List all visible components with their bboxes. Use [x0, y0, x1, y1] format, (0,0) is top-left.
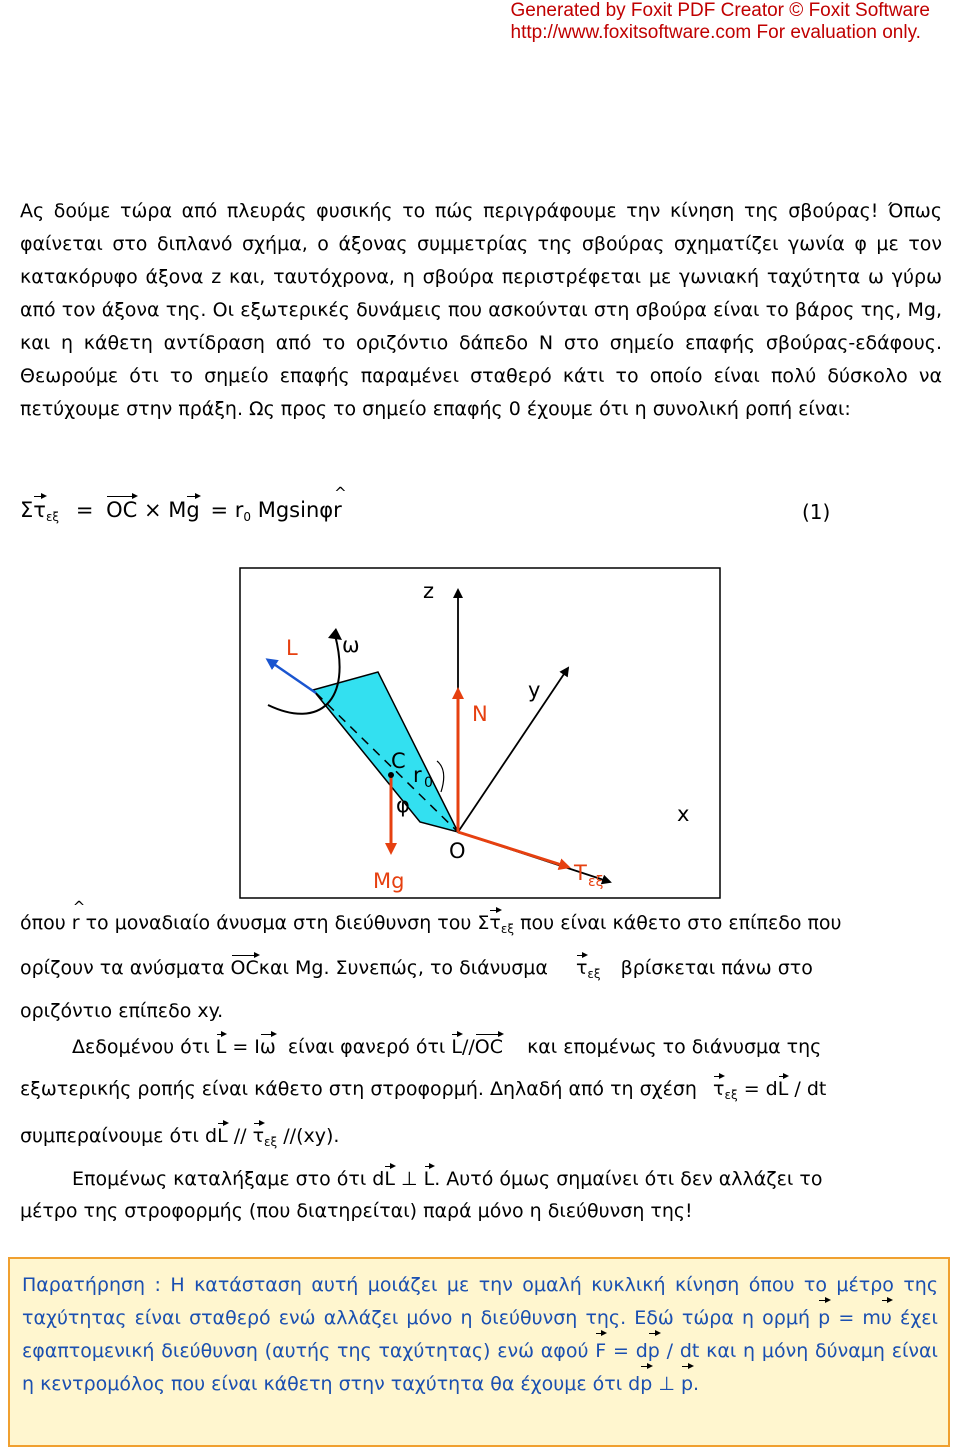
note-text: [22, 1269, 938, 1401]
label-N: N: [472, 702, 488, 726]
intro-paragraph: Ας δούμε τώρα από πλευράς φυσικής το πώς περιγράφουμε την κίνηση της σβούρας! Όπως φαίνεται στο διπλανό σχήμα, ο άξονας συμμετρίας της σβούρας σχηματίζει γωνία φ με τον κατακόρυφο άξονα z και, ταυτόχρονα, η σβούρα περιστρέφεται με γωνιακή ταχύτητα ω γύρω από τον άξονα της. Οι εξωτερικές δυνάμεις που ασκούνται στη σβούρα είναι το βάρος της, Mg, και η κάθετη αντίδραση από το οριζόντιο δάπεδο Ν στο σημείο επαφής σβούρας-εδάφους. Θεωρούμε ότι το σημείο επαφής παραμένει σταθερό κάτι το οποίο είναι πολύ δύσκολο να πετύχουμε στην πράξη. Ως προς το σημείο επαφής 0 έχουμε ότι η συνολική ροπή είναι:: [20, 200, 942, 420]
p2-text-b: το μοναδιαίο άνυσμα στη διεύθυνση του: [85, 912, 472, 934]
p3-line2: [20, 1078, 826, 1102]
angular-momentum-arrow: [268, 660, 316, 693]
p2-line1: [20, 912, 940, 936]
p3-par: //: [461, 1036, 475, 1058]
eq-equals: =: [75, 498, 94, 522]
p3-text-e: = d: [743, 1078, 778, 1100]
label-L: L: [286, 636, 298, 660]
equation-number: (1): [802, 500, 831, 524]
p2-mg: Mg: [294, 957, 324, 979]
eq-sigma: Σ: [20, 498, 34, 522]
eq-oc: OC: [106, 498, 138, 522]
label-omega: ω: [342, 633, 360, 657]
note-perp: ⊥: [658, 1373, 675, 1395]
spinning-top-diagram: [0, 560, 960, 900]
p3-text-f: / dt: [794, 1078, 827, 1100]
label-Mg: Mg: [373, 869, 405, 893]
note-text-b: έχει εφαπτομενική διεύθυνση (αυτής της ταχύτητας) ενώ αφού: [22, 1307, 938, 1362]
torque-arrow: [458, 832, 568, 867]
p4-perp: ⊥: [401, 1168, 418, 1190]
note-p: p: [818, 1302, 830, 1335]
eq-equals-2: =: [210, 498, 229, 522]
p2-tau2: τ: [575, 957, 588, 979]
p3-text-d: εξωτερικής ροπής είναι κάθετο στη στροφορμή. Δηλαδή από τη σχέση: [20, 1078, 697, 1100]
note-eq: = m: [838, 1307, 881, 1329]
p3-tau2: τ: [252, 1125, 265, 1147]
note-text-a: Παρατήρηση : Η κατάσταση αυτή μοιάζει με την ομαλή κυκλική κίνηση όπου το μέτρο της ταχύτητας είναι σταθερό ενώ αλλάζει μόνο η διεύθυνση της. Εδώ τώρα η ορμή: [22, 1274, 938, 1329]
label-r0: r: [413, 763, 422, 787]
p3-sub2: εξ: [264, 1135, 278, 1149]
watermark-line2: http://www.foxitsoftware.com For evaluation only.: [510, 22, 921, 43]
p3-text-b: είναι φανερό ότι: [287, 1036, 446, 1058]
p2-sub2: εξ: [587, 967, 601, 981]
phi-angle-arc: [437, 761, 444, 792]
p3-line3: [20, 1125, 339, 1149]
label-phi: φ: [396, 793, 410, 817]
watermark-line1: Generated by Foxit PDF Creator © Foxit Software: [510, 0, 930, 21]
rotation-arc: [268, 635, 340, 714]
p4-line2: μέτρο της στροφορμής (που διατηρείται) παρά μόνο η διεύθυνση της!: [20, 1200, 693, 1222]
p2-tau: τ: [489, 912, 501, 934]
p2-line2: [20, 957, 940, 981]
p4-line1: [72, 1168, 944, 1190]
p2-text-g: βρίσκεται πάνω στο: [620, 957, 813, 979]
rotation-arc-head: [328, 628, 342, 640]
note-p2: p: [648, 1335, 660, 1368]
eq-tau: τ: [33, 498, 46, 522]
p3-eq: = I: [232, 1036, 260, 1058]
p2-sigma: Σ: [477, 912, 490, 934]
p3-sub: εξ: [724, 1088, 738, 1102]
label-z: z: [423, 579, 435, 603]
p2-text-c: που είναι κάθετο στο επίπεδο που: [520, 912, 842, 934]
note-F: F: [595, 1335, 606, 1368]
eq-sub: εξ: [45, 510, 60, 524]
p3-L2: L: [451, 1036, 462, 1058]
eq-tail: Mgsinφ: [257, 498, 334, 522]
p2-line3: οριζόντιο επίπεδο xy.: [20, 1000, 224, 1022]
eq-m: M: [168, 498, 187, 522]
p2-sub: εξ: [500, 922, 515, 936]
p4-text-b: . Αυτό όμως σημαίνει ότι δεν αλλάζει το: [434, 1168, 823, 1190]
label-O: O: [449, 839, 466, 863]
label-x: x: [677, 802, 690, 826]
label-C: C: [391, 749, 406, 773]
watermark: [511, 0, 930, 44]
diagram-frame: [240, 568, 720, 898]
p4-L: L: [384, 1168, 395, 1190]
p3-oc: OC: [474, 1036, 504, 1058]
p3-line1: [72, 1036, 821, 1058]
p2-text-d: ορίζουν τα ανύσματα: [20, 957, 225, 979]
label-T-sub: εξ: [588, 874, 604, 890]
eq-r-sub: 0: [243, 510, 252, 524]
p3-text-a: Δεδομένου ότι: [72, 1036, 210, 1058]
note-p3: p: [640, 1368, 652, 1401]
label-T: T: [574, 861, 587, 885]
p3-text-h: //: [233, 1125, 247, 1147]
p3-text-i: //(xy).: [283, 1125, 340, 1147]
eq-rhat: ^ r: [333, 498, 342, 522]
p2-text-e: και: [258, 957, 289, 979]
p4-text-a: Επομένως καταλήξαμε στο ότι d: [72, 1168, 385, 1190]
note-p4: p: [681, 1368, 693, 1401]
p3-tau: τ: [713, 1078, 725, 1100]
label-y: y: [528, 678, 541, 702]
eq-r: r: [234, 498, 244, 522]
p2-text-a: όπου: [20, 912, 66, 934]
label-r0-sub: 0: [424, 775, 433, 791]
note-end: .: [693, 1373, 700, 1395]
note-text-c: / dt και η μόνη δύναμη είναι η κεντρομόλος που είναι κάθετη στην ταχύτητα θα έχουμε ότι d: [22, 1340, 938, 1395]
p4-L2: L: [423, 1168, 435, 1190]
equation-1: [20, 498, 342, 524]
p2-rhat: ^ r: [72, 912, 80, 934]
p3-omega: ω: [259, 1036, 276, 1058]
top-body: [313, 672, 458, 832]
note-eq2: = d: [612, 1340, 648, 1362]
note-u: υ: [881, 1302, 892, 1335]
p2-text-f: . Συνεπώς, το διάνυσμα: [323, 957, 548, 979]
note-box: [8, 1257, 950, 1447]
p3-text-g: συμπεραίνουμε ότι d: [20, 1125, 218, 1147]
eq-g: g: [186, 498, 200, 522]
p3-L: L: [215, 1036, 227, 1058]
p3-L3: L: [777, 1078, 789, 1100]
p3-L4: L: [217, 1125, 228, 1147]
p3-text-c: και επομένως το διάνυσμα της: [527, 1036, 822, 1058]
p2-oc: OC: [230, 957, 259, 979]
eq-times: ×: [144, 498, 162, 522]
y-axis-arrow: [458, 668, 568, 832]
